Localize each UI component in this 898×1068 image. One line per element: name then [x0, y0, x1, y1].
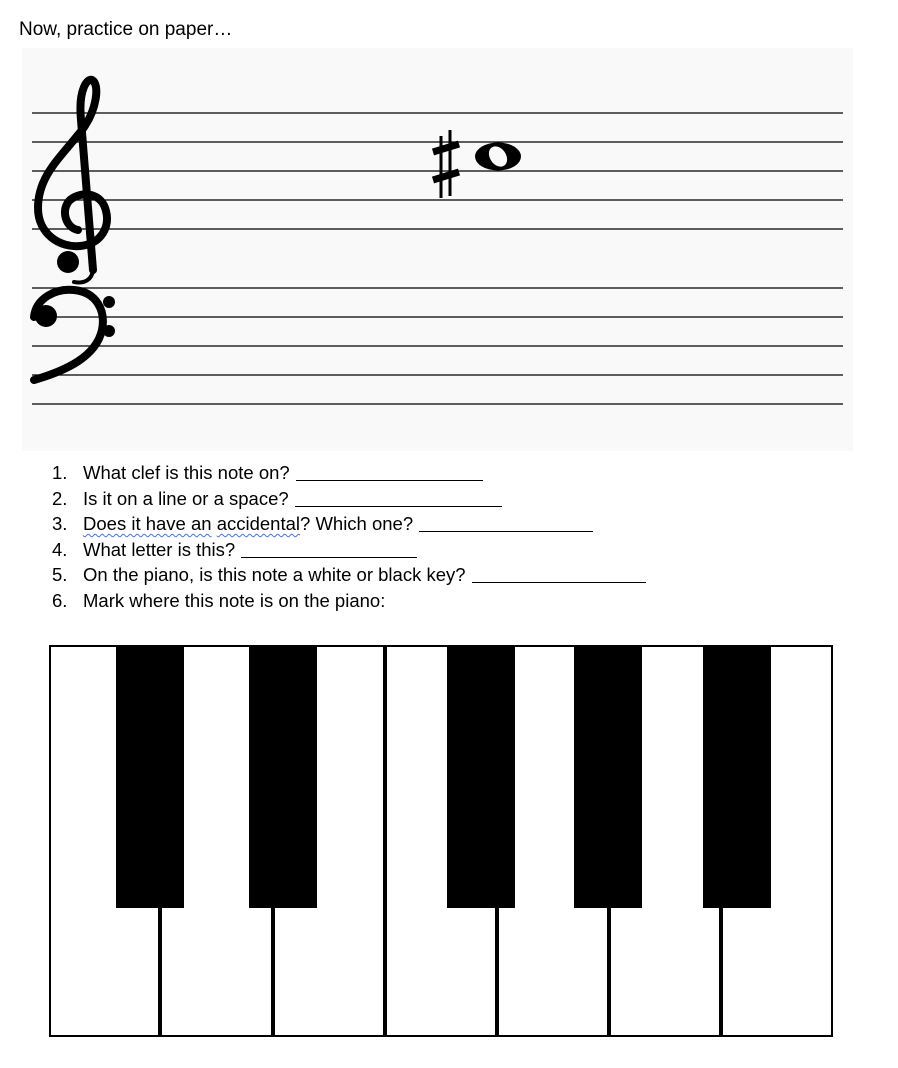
question-text: [83, 511, 413, 537]
question-list: [52, 460, 646, 614]
question-number: 3.: [52, 513, 68, 535]
black-key-a-sharp: [703, 645, 771, 908]
black-key-g-sharp: [574, 645, 642, 908]
question-text-part: accidental: [216, 513, 301, 535]
answer-blank[interactable]: [419, 511, 593, 532]
question-number: 2.: [52, 487, 68, 509]
whole-note-icon: [475, 143, 521, 171]
bass-staff-lines: [32, 288, 843, 404]
treble-clef-dot-icon: [57, 251, 79, 273]
black-key-f-sharp: [447, 645, 515, 908]
treble-staff-lines: [32, 113, 843, 229]
worksheet-heading: Now, practice on paper…: [19, 19, 233, 40]
question-number: 6.: [52, 589, 68, 611]
question-item: [52, 537, 646, 563]
question-text: On the piano, is this note a white or black key?: [83, 564, 466, 586]
question-item: [52, 511, 646, 537]
question-text: What clef is this note on?: [83, 462, 290, 483]
question-text: Mark where this note is on the piano:: [83, 589, 386, 611]
question-item: [52, 460, 646, 486]
question-text-part: ? Which one?: [300, 513, 414, 535]
question-text-part: Does it have an: [83, 513, 212, 535]
sharp-icon: [433, 130, 459, 198]
answer-blank[interactable]: [295, 486, 502, 507]
question-item: [52, 588, 646, 614]
question-item: [52, 486, 646, 512]
black-key-c-sharp: [116, 645, 184, 908]
question-number: 4.: [52, 538, 68, 560]
question-number: 5.: [52, 564, 68, 586]
question-item: [52, 562, 646, 588]
bass-clef-icon: [34, 290, 115, 380]
grand-staff: [22, 48, 853, 451]
question-number: 1.: [52, 462, 68, 483]
answer-blank[interactable]: [241, 537, 417, 558]
question-text: Is it on a line or a space?: [83, 487, 289, 509]
question-text: What letter is this?: [83, 538, 236, 560]
piano-keyboard[interactable]: [49, 645, 833, 1037]
black-key-d-sharp: [249, 645, 317, 908]
answer-blank[interactable]: [296, 460, 483, 481]
answer-blank[interactable]: [472, 562, 646, 583]
grand-staff-panel: [22, 48, 853, 451]
